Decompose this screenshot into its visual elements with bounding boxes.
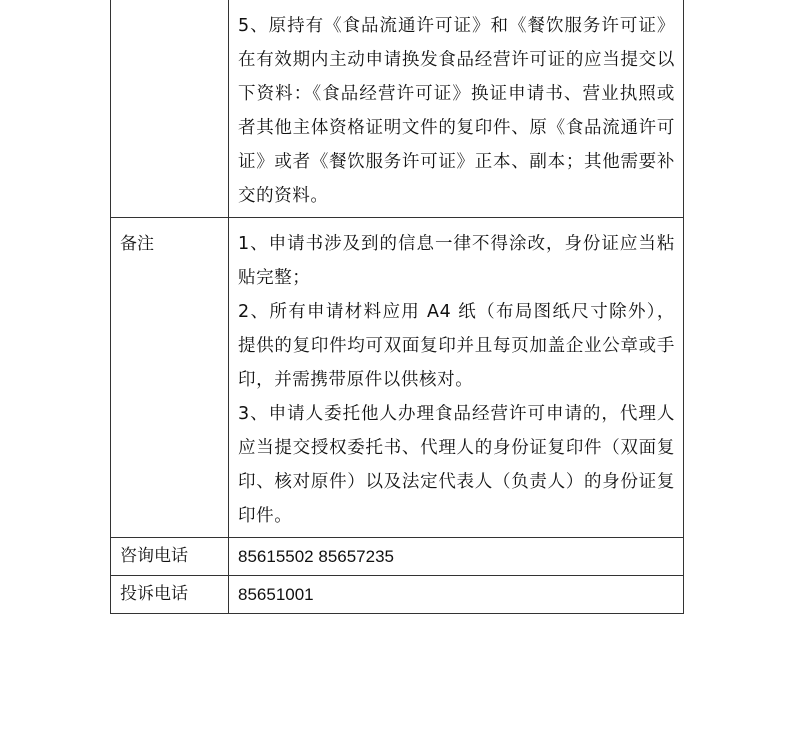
remark-note-2: 2、所有申请材料应用 A4 纸（布局图纸尺寸除外），提供的复印件均可双面复印并且每页加盖企业公章或手印，并需携带原件以供核对。 xyxy=(238,302,675,390)
complaint-row xyxy=(111,576,684,614)
remark-note-3: 3、申请人委托他人办理食品经营许可申请的，代理人应当提交授权委托书、代理人的身份证复印件（双面复印、核对原件）以及法定代表人（负责人）的身份证复印件。 xyxy=(238,404,675,526)
materials-content-cell xyxy=(229,0,684,218)
consult-label-cell xyxy=(111,538,229,576)
materials-label-cell xyxy=(111,0,229,218)
complaint-label: 投诉电话 xyxy=(120,584,188,604)
remarks-label-cell xyxy=(111,218,229,538)
complaint-label-cell xyxy=(111,576,229,614)
consult-value-cell xyxy=(229,538,684,576)
consult-phone: 85615502 85657235 xyxy=(238,547,394,566)
consult-label: 咨询电话 xyxy=(120,546,188,566)
consult-row xyxy=(111,538,684,576)
remarks-label: 备注 xyxy=(120,234,154,254)
complaint-value-cell xyxy=(229,576,684,614)
complaint-phone: 85651001 xyxy=(238,585,314,604)
remarks-row xyxy=(111,218,684,538)
document-table xyxy=(110,0,684,614)
materials-row xyxy=(111,0,684,218)
material-item-5: 5、原持有《食品流通许可证》和《餐饮服务许可证》在有效期内主动申请换发食品经营许可证的应当提交以下资料：《食品经营许可证》换证申请书、营业执照或者其他主体资格证明文件的复印件、原《食品流通许可证》或者《餐饮服务许可证》正本、副本；其他需要补交的资料。 xyxy=(238,16,675,206)
remarks-content-cell xyxy=(229,218,684,538)
remark-note-1: 1、申请书涉及到的信息一律不得涂改，身份证应当粘贴完整； xyxy=(238,234,675,288)
